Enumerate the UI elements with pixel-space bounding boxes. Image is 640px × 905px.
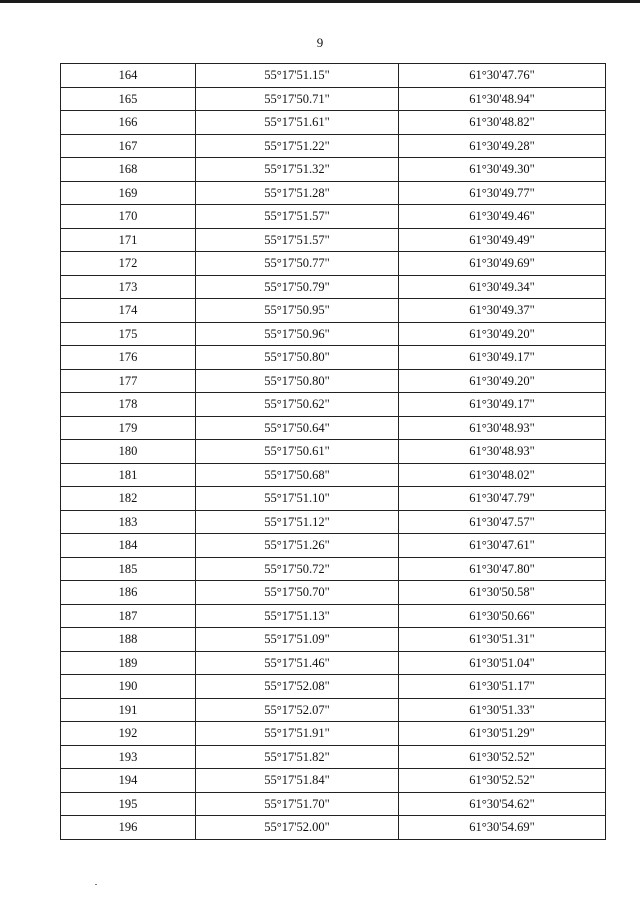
table-row [61, 628, 606, 652]
longitude-cell: 61°30'49.17" [399, 346, 606, 370]
longitude-cell: 61°30'47.79" [399, 487, 606, 511]
table-row [61, 651, 606, 675]
longitude-cell: 61°30'48.93" [399, 416, 606, 440]
scan-speck [95, 884, 97, 885]
longitude-cell: 61°30'49.20" [399, 369, 606, 393]
longitude-cell: 61°30'48.82" [399, 111, 606, 135]
latitude-cell: 55°17'51.46" [196, 651, 399, 675]
point-number-cell: 181 [61, 463, 196, 487]
longitude-cell: 61°30'51.04" [399, 651, 606, 675]
longitude-cell: 61°30'52.52" [399, 745, 606, 769]
point-number-cell: 169 [61, 181, 196, 205]
latitude-cell: 55°17'50.80" [196, 346, 399, 370]
longitude-cell: 61°30'48.02" [399, 463, 606, 487]
latitude-cell: 55°17'50.62" [196, 393, 399, 417]
page-number: 9 [316, 35, 324, 50]
point-number-cell: 177 [61, 369, 196, 393]
table-row [61, 346, 606, 370]
longitude-cell: 61°30'49.30" [399, 158, 606, 182]
latitude-cell: 55°17'50.80" [196, 369, 399, 393]
point-number-cell: 184 [61, 534, 196, 558]
table-row [61, 181, 606, 205]
point-number-cell: 167 [61, 134, 196, 158]
latitude-cell: 55°17'51.09" [196, 628, 399, 652]
latitude-cell: 55°17'52.07" [196, 698, 399, 722]
latitude-cell: 55°17'51.91" [196, 722, 399, 746]
latitude-cell: 55°17'51.15" [196, 64, 399, 88]
table-row [61, 675, 606, 699]
longitude-cell: 61°30'51.31" [399, 628, 606, 652]
latitude-cell: 55°17'51.84" [196, 769, 399, 793]
point-number-cell: 166 [61, 111, 196, 135]
point-number-cell: 188 [61, 628, 196, 652]
coordinates-table [60, 63, 606, 840]
point-number-cell: 189 [61, 651, 196, 675]
latitude-cell: 55°17'50.96" [196, 322, 399, 346]
latitude-cell: 55°17'50.61" [196, 440, 399, 464]
table-row [61, 416, 606, 440]
point-number-cell: 170 [61, 205, 196, 229]
latitude-cell: 55°17'50.64" [196, 416, 399, 440]
longitude-cell: 61°30'49.37" [399, 299, 606, 323]
longitude-cell: 61°30'48.94" [399, 87, 606, 111]
longitude-cell: 61°30'47.80" [399, 557, 606, 581]
point-number-cell: 175 [61, 322, 196, 346]
point-number-cell: 182 [61, 487, 196, 511]
latitude-cell: 55°17'51.13" [196, 604, 399, 628]
table-row [61, 510, 606, 534]
point-number-cell: 165 [61, 87, 196, 111]
table-row [61, 111, 606, 135]
longitude-cell: 61°30'49.77" [399, 181, 606, 205]
table-row [61, 322, 606, 346]
table-row [61, 698, 606, 722]
latitude-cell: 55°17'51.10" [196, 487, 399, 511]
coordinates-table-body [61, 64, 606, 840]
latitude-cell: 55°17'50.95" [196, 299, 399, 323]
longitude-cell: 61°30'50.58" [399, 581, 606, 605]
table-row [61, 393, 606, 417]
longitude-cell: 61°30'47.76" [399, 64, 606, 88]
point-number-cell: 180 [61, 440, 196, 464]
point-number-cell: 187 [61, 604, 196, 628]
table-row [61, 534, 606, 558]
point-number-cell: 185 [61, 557, 196, 581]
point-number-cell: 193 [61, 745, 196, 769]
latitude-cell: 55°17'50.71" [196, 87, 399, 111]
point-number-cell: 179 [61, 416, 196, 440]
table-row [61, 557, 606, 581]
longitude-cell: 61°30'49.46" [399, 205, 606, 229]
latitude-cell: 55°17'50.68" [196, 463, 399, 487]
point-number-cell: 173 [61, 275, 196, 299]
table-row [61, 134, 606, 158]
longitude-cell: 61°30'51.29" [399, 722, 606, 746]
longitude-cell: 61°30'50.66" [399, 604, 606, 628]
table-row [61, 299, 606, 323]
table-row [61, 369, 606, 393]
point-number-cell: 178 [61, 393, 196, 417]
point-number-cell: 164 [61, 64, 196, 88]
point-number-cell: 174 [61, 299, 196, 323]
longitude-cell: 61°30'52.52" [399, 769, 606, 793]
latitude-cell: 55°17'50.70" [196, 581, 399, 605]
table-row [61, 792, 606, 816]
point-number-cell: 176 [61, 346, 196, 370]
latitude-cell: 55°17'52.08" [196, 675, 399, 699]
longitude-cell: 61°30'54.69" [399, 816, 606, 840]
longitude-cell: 61°30'49.34" [399, 275, 606, 299]
point-number-cell: 192 [61, 722, 196, 746]
table-row [61, 722, 606, 746]
longitude-cell: 61°30'49.20" [399, 322, 606, 346]
table-row [61, 487, 606, 511]
longitude-cell: 61°30'49.17" [399, 393, 606, 417]
point-number-cell: 196 [61, 816, 196, 840]
longitude-cell: 61°30'47.57" [399, 510, 606, 534]
latitude-cell: 55°17'51.32" [196, 158, 399, 182]
latitude-cell: 55°17'50.72" [196, 557, 399, 581]
latitude-cell: 55°17'50.79" [196, 275, 399, 299]
point-number-cell: 183 [61, 510, 196, 534]
longitude-cell: 61°30'51.17" [399, 675, 606, 699]
latitude-cell: 55°17'51.12" [196, 510, 399, 534]
longitude-cell: 61°30'47.61" [399, 534, 606, 558]
point-number-cell: 172 [61, 252, 196, 276]
table-row [61, 463, 606, 487]
longitude-cell: 61°30'54.62" [399, 792, 606, 816]
longitude-cell: 61°30'48.93" [399, 440, 606, 464]
latitude-cell: 55°17'51.22" [196, 134, 399, 158]
table-row [61, 87, 606, 111]
table-row [61, 64, 606, 88]
page-top-border [0, 0, 640, 3]
table-row [61, 581, 606, 605]
table-row [61, 769, 606, 793]
table-row [61, 440, 606, 464]
latitude-cell: 55°17'51.28" [196, 181, 399, 205]
table-row [61, 745, 606, 769]
latitude-cell: 55°17'51.70" [196, 792, 399, 816]
latitude-cell: 55°17'50.77" [196, 252, 399, 276]
point-number-cell: 195 [61, 792, 196, 816]
table-row [61, 275, 606, 299]
point-number-cell: 190 [61, 675, 196, 699]
table-row [61, 252, 606, 276]
latitude-cell: 55°17'51.61" [196, 111, 399, 135]
table-row [61, 604, 606, 628]
latitude-cell: 55°17'51.57" [196, 205, 399, 229]
table-row [61, 158, 606, 182]
point-number-cell: 168 [61, 158, 196, 182]
point-number-cell: 186 [61, 581, 196, 605]
latitude-cell: 55°17'51.57" [196, 228, 399, 252]
table-row [61, 228, 606, 252]
latitude-cell: 55°17'51.82" [196, 745, 399, 769]
longitude-cell: 61°30'49.28" [399, 134, 606, 158]
longitude-cell: 61°30'49.69" [399, 252, 606, 276]
table-row [61, 205, 606, 229]
latitude-cell: 55°17'51.26" [196, 534, 399, 558]
point-number-cell: 194 [61, 769, 196, 793]
table-row [61, 816, 606, 840]
point-number-cell: 191 [61, 698, 196, 722]
longitude-cell: 61°30'51.33" [399, 698, 606, 722]
point-number-cell: 171 [61, 228, 196, 252]
latitude-cell: 55°17'52.00" [196, 816, 399, 840]
longitude-cell: 61°30'49.49" [399, 228, 606, 252]
